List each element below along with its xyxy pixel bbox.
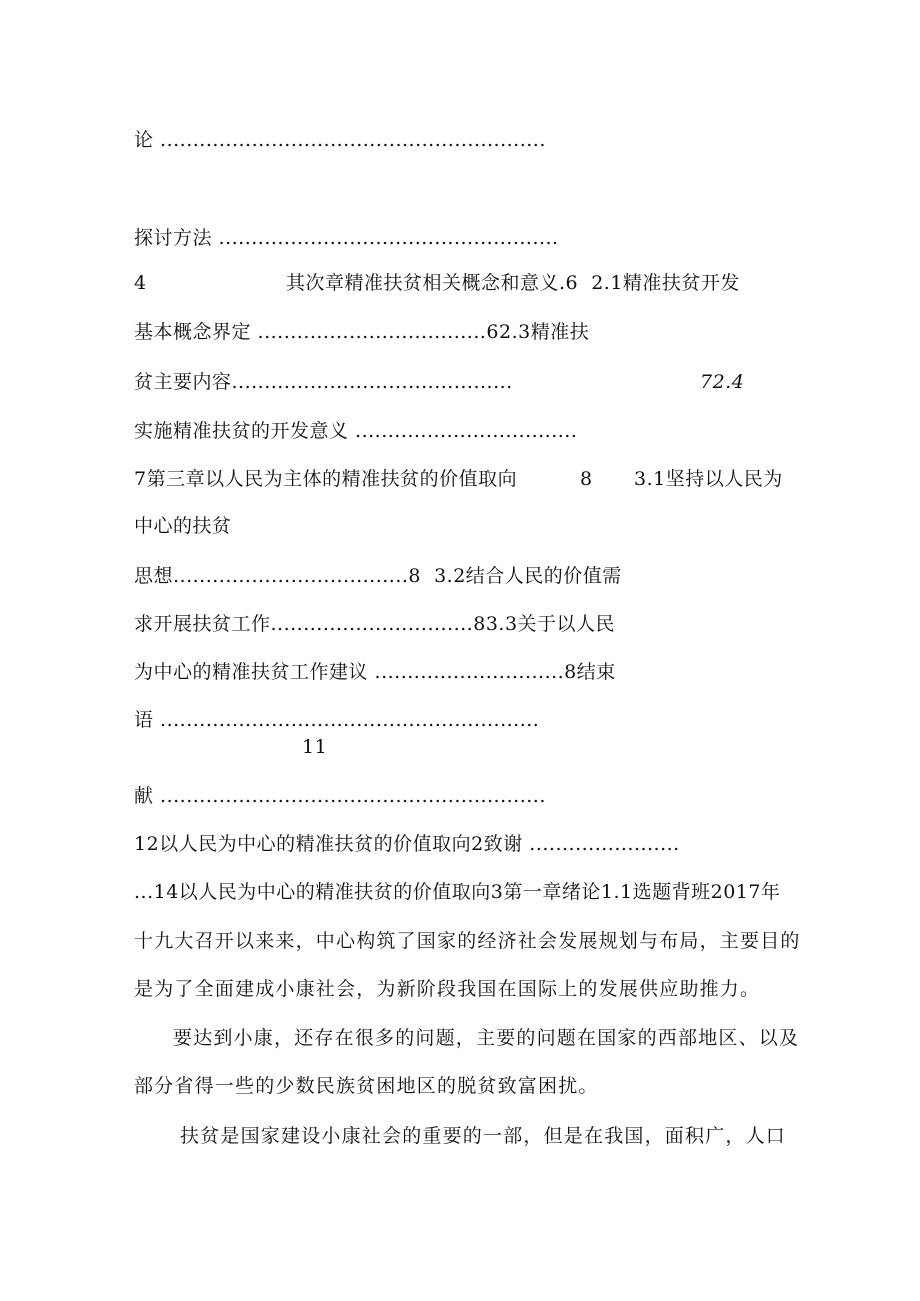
toc-line-center: 中心的扶贫	[134, 515, 232, 537]
body-paragraph-3-line-1: 扶贫是国家建设小康社会的重要的一部，但是在我国，面积广，人口	[180, 1125, 787, 1147]
toc-line-thought: 思想....................................8 3.2结合人民的价值需	[134, 565, 622, 587]
toc-line-acknowledgement: 12以人民为中心的精准扶贫的价值取向2致谢 .......................	[134, 833, 680, 855]
body-paragraph-1-line-2: 十九大召开以来来，中心构筑了国家的经济社会发展规划与布局，主要目的	[134, 930, 801, 952]
toc-line-lun: 论 ...........................................................	[134, 129, 546, 151]
toc-line-demand: 求开展扶贫工作...............................83.3关于以人民	[134, 613, 616, 635]
toc-line-page-number-4: 4	[134, 272, 147, 294]
toc-line-suggestion: 为中心的精准扶贫工作建议 .............................8结束	[134, 661, 616, 683]
toc-line-implementation: 实施精准扶贫的开发意义 ..................................	[134, 420, 578, 442]
toc-line-main-content-number: 72.4	[700, 371, 745, 393]
toc-line-chapter-1: ...14以人民为中心的精准扶贫的价值取向3第一章绪论1.1选题背班2017年	[134, 881, 781, 903]
toc-line-method: 探讨方法 ....................................................	[134, 227, 559, 249]
toc-line-xian: 献 ...........................................................	[134, 785, 546, 807]
toc-line-chapter-3-page: 8	[580, 468, 593, 490]
toc-line-yu: 语 ..........................................................	[134, 709, 540, 731]
toc-line-section-3-1: 3.1坚持以人民为	[634, 468, 783, 490]
toc-line-page-number-11: 11	[302, 736, 328, 758]
toc-line-chapter-2: 其次章精准扶贫相关概念和意义.6 2.1精准扶贫开发	[286, 272, 740, 294]
body-paragraph-2-line-1: 要达到小康，还存在很多的问题，主要的问题在国家的西部地区、以及	[173, 1027, 800, 1049]
toc-line-main-content: 贫主要内容...........................................	[134, 371, 513, 393]
body-paragraph-1-line-3: 是为了全面建成小康社会，为新阶段我国在国际上的发展供应助推力。	[134, 978, 761, 1000]
body-paragraph-2-line-2: 部分省得一些的少数民族贫困地区的脱贫致富困扰。	[134, 1075, 599, 1097]
toc-line-chapter-3: 7第三章以人民为主体的精准扶贫的价值取向	[134, 468, 518, 490]
toc-line-basic-concept: 基本概念界定 ...................................62.3精准扶	[134, 321, 590, 343]
